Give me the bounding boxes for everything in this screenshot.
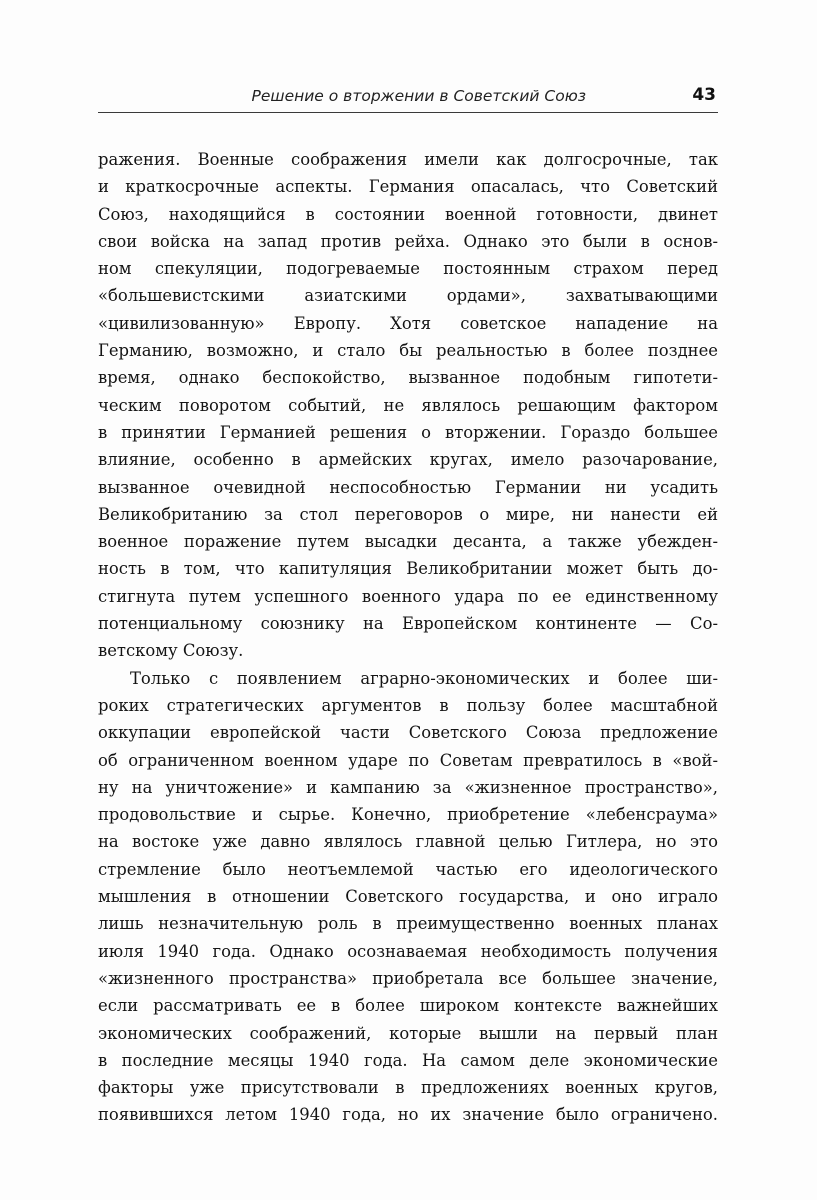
page-number: 43 <box>692 85 716 105</box>
text-line: продовольствие и сырье. Конечно, приобретение «лебенсраума» <box>98 805 718 825</box>
text-line: в последние месяцы 1940 года. На самом деле экономические <box>98 1050 718 1070</box>
text-line: оккупации европейской части Советского Союза предложение <box>98 723 718 743</box>
running-header <box>98 82 718 113</box>
text-line: ность в том, что капитуляция Великобритании может быть до- <box>98 559 718 579</box>
text-line: в принятии Германией решения о вторжении. Гораздо большее <box>98 422 718 442</box>
text-line: экономических соображений, которые вышли на первый план <box>98 1023 718 1043</box>
text-line: Только с появлением аграрно-экономических и более ши- <box>130 668 718 688</box>
text-line: ражения. Военные соображения имели как долгосрочные, так <box>98 150 718 169</box>
text-line: «жизненного пространства» приобретала все большее значение, <box>98 968 718 988</box>
text-line: время, однако беспокойство, вызванное подобным гипотети- <box>98 368 718 388</box>
text-line: об ограниченном военном ударе по Советам превратилось в «вой- <box>98 750 718 770</box>
text-line: появившихся летом 1940 года, но их значение было ограничено. <box>98 1105 718 1125</box>
text-line: Союз, находящийся в состоянии военной готовности, двинет <box>98 204 718 224</box>
text-line: роких стратегических аргументов в пользу более масштабной <box>98 695 718 715</box>
text-line: свои войска на запад против рейха. Однако это были в основ- <box>98 231 718 251</box>
text-line: и краткосрочные аспекты. Германия опасалась, что Советский <box>98 177 718 197</box>
text-line: «большевистскими азиатскими ордами», захватывающими <box>98 286 718 306</box>
body-text <box>98 146 718 1129</box>
paragraph <box>98 146 718 665</box>
text-line: Великобританию за стол переговоров о мире, ни нанести ей <box>98 504 718 524</box>
text-line: на востоке уже давно являлось главной целью Гитлера, но это <box>98 832 718 852</box>
text-line: военное поражение путем высадки десанта, а также убежден- <box>98 532 718 552</box>
text-line: мышления в отношении Советского государства, и оно играло <box>98 887 718 907</box>
text-line: факторы уже присутствовали в предложениях военных кругов, <box>98 1078 718 1098</box>
text-line: стигнута путем успешного военного удара по ее единственному <box>98 586 718 606</box>
text-line: ческим поворотом событий, не являлось решающим фактором <box>98 395 718 415</box>
text-line: если рассматривать ее в более широком контексте важнейших <box>98 996 718 1016</box>
text-line: вызванное очевидной неспособностью Германии ни усадить <box>98 477 718 497</box>
paragraph <box>98 665 718 1129</box>
text-line: ветскому Союзу. <box>98 641 244 661</box>
text-line: «цивилизованную» Европу. Хотя советское нападение на <box>98 313 718 333</box>
text-line: ном спекуляции, подогреваемые постоянным страхом перед <box>98 259 718 279</box>
text-line: потенциальному союзнику на Европейском континенте — Со- <box>98 614 718 634</box>
text-line: ну на уничтожение» и кампанию за «жизненное пространство», <box>98 777 718 797</box>
text-line: июля 1940 года. Однако осознаваемая необходимость получения <box>98 941 718 961</box>
text-line: влияние, особенно в армейских кругах, имело разочарование, <box>98 450 718 470</box>
text-line: лишь незначительную роль в преимущественно военных планах <box>98 914 718 934</box>
text-line: стремление было неотъемлемой частью его идеологического <box>98 859 718 879</box>
running-title: Решение о вторжении в Советский Союз <box>251 87 586 105</box>
text-line: Германию, возможно, и стало бы реальностью в более позднее <box>98 341 718 361</box>
